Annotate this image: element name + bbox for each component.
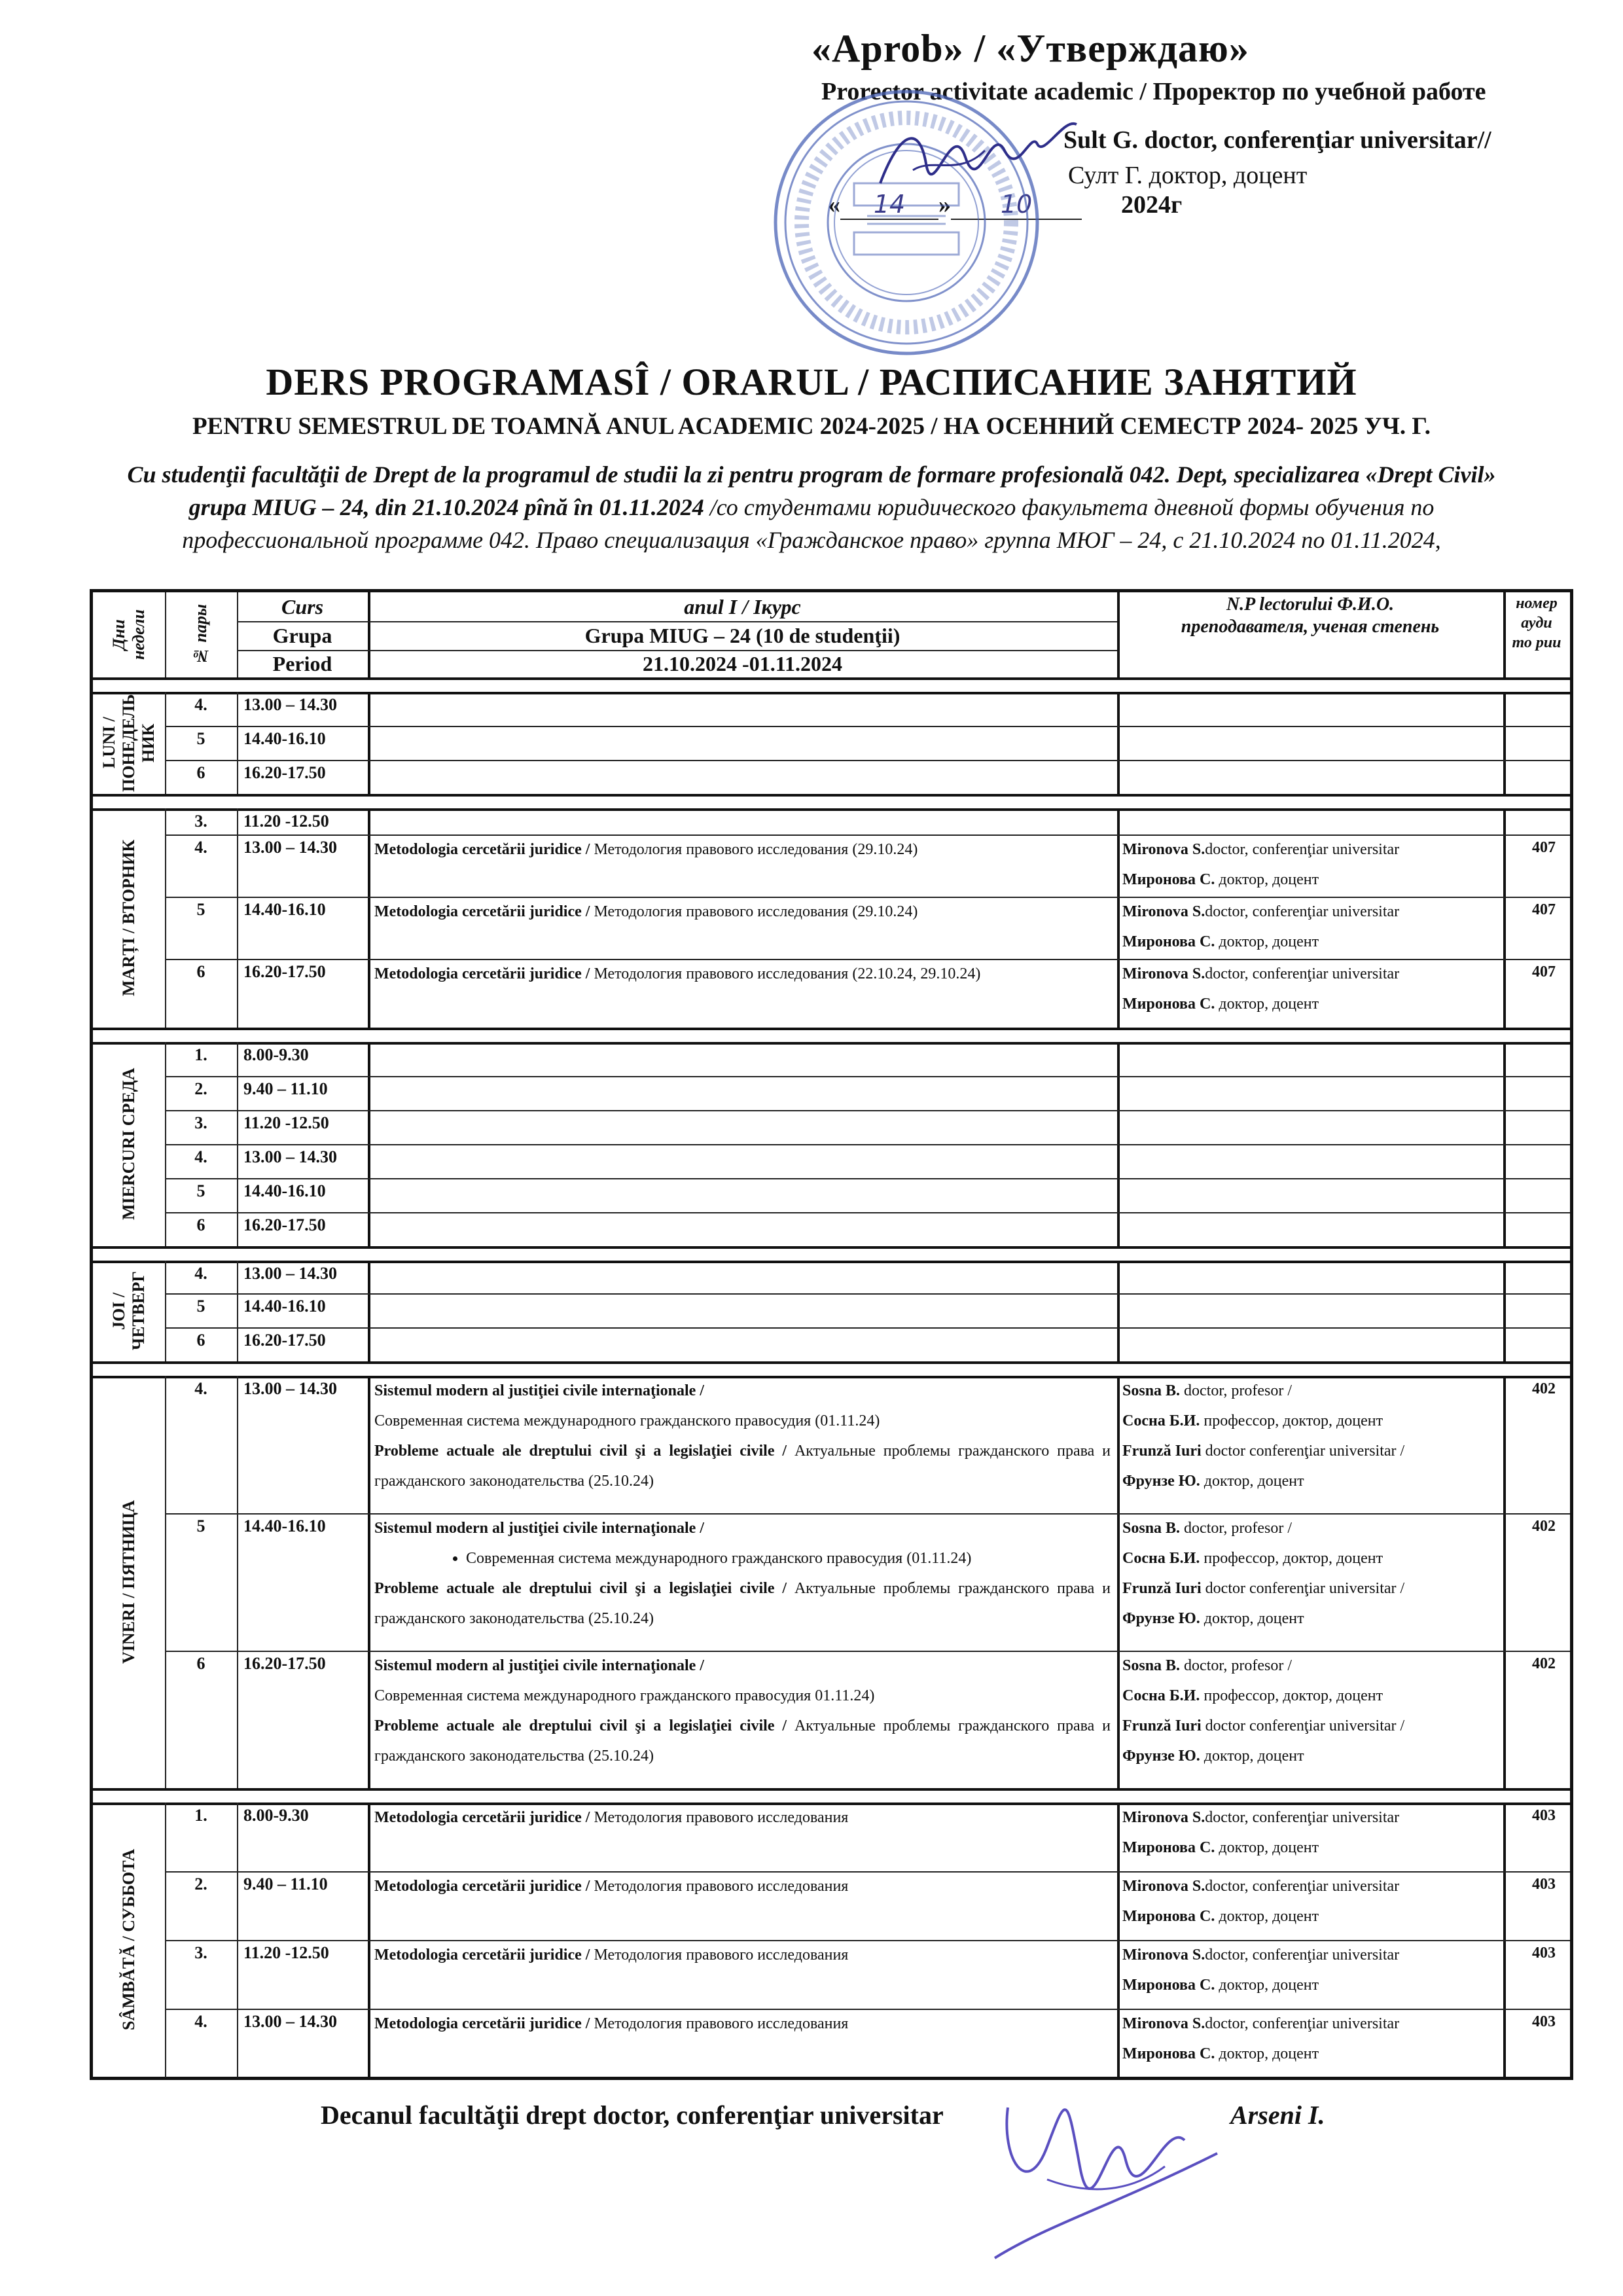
lecturer-name: Frunză Iuri <box>1122 1580 1202 1597</box>
pair-time: 9.40 – 11.10 <box>243 1874 328 1893</box>
pair-number: 1. <box>194 1806 207 1825</box>
dean-signature-icon <box>969 2068 1230 2265</box>
approval-title: «Aprob» / «Утверждаю» <box>812 27 1249 70</box>
pair-number: 6 <box>196 962 205 981</box>
subject-a-ru: Современная система международного гражданского правосудия (01.11.24) <box>374 1412 880 1429</box>
subject-cell <box>368 959 1117 989</box>
table-hline <box>93 1246 1570 1249</box>
table-vline <box>1503 692 1506 794</box>
pair-number: 3. <box>194 1943 207 1962</box>
pair-time: 16.20-17.50 <box>243 1654 326 1673</box>
subject-ru: Методология правового исследования <box>590 1809 849 1826</box>
subject-a-ro: Sistemul modern al justiţiei civile internaţionale / <box>374 1520 704 1537</box>
intro-line3: профессиональной программе 042. Право специализация «Гражданское право» группа МЮГ – 24, с 21.10.2024 по 01.11.2024, <box>182 527 1441 553</box>
day-label-3: JOI / ЧЕТВЕРГ <box>109 1271 148 1351</box>
subject-cell <box>368 897 1117 927</box>
subject-a-ro: Sistemul modern al justiţiei civile internaţionale / <box>374 1382 704 1399</box>
header-room: номер ауди то рии <box>1512 595 1561 651</box>
pair-time: 8.00-9.30 <box>243 1045 309 1064</box>
lecturer-degree: доктор, доцент <box>1215 933 1319 950</box>
header-period: Period <box>272 652 332 675</box>
table-hline <box>165 1178 1570 1179</box>
lecturer-degree: доктор, доцент <box>1215 1839 1319 1856</box>
subject-ro: Metodologia cercetării juridice / <box>374 2015 590 2032</box>
table-hline <box>93 1028 1570 1030</box>
subject-a-ro: Sistemul modern al justiţiei civile internaţionale / <box>374 1657 704 1674</box>
lecturer-name: Mironova S. <box>1122 841 1205 858</box>
table-hline <box>93 1788 1570 1791</box>
table-hline <box>165 726 1570 727</box>
lecturer-cell <box>1117 1871 1503 1931</box>
dean-role: Decanul facultăţii drept doctor, conferenţiar universitar <box>321 2100 944 2130</box>
subject-ro: Metodologia cercetării juridice / <box>374 1878 590 1895</box>
lecturer-degree: doctor, conferenţiar universitar <box>1205 903 1400 920</box>
header-pair-number: № пары <box>191 604 210 666</box>
room-number: 403 <box>1532 2013 1556 2030</box>
dean-name: Arseni I. <box>1230 2100 1325 2130</box>
lecturer-degree: doctor, conferenţiar universitar <box>1205 841 1400 858</box>
pair-number: 4. <box>194 695 207 714</box>
subject-ro: Metodologia cercetării juridice / <box>374 1809 590 1826</box>
subject-cell <box>368 1871 1117 1901</box>
room-number: 402 <box>1532 1380 1556 1397</box>
room-number: 403 <box>1532 1945 1556 1962</box>
intro-line2-bold: grupa MIUG – 24, din 21.10.2024 pînă în 01.11.2024 <box>188 494 704 520</box>
date-day: 14 <box>840 190 938 220</box>
pair-number: 2. <box>194 1874 207 1893</box>
room-number: 407 <box>1532 963 1556 980</box>
pair-number: 4. <box>194 1147 207 1166</box>
table-vline <box>368 692 370 794</box>
lecturer-name: Sosna B. <box>1122 1382 1181 1399</box>
day-label-4: VINERI / ПЯТНИЦА <box>119 1500 138 1664</box>
subject-cell <box>368 1651 1117 1771</box>
room-number: 407 <box>1532 901 1556 918</box>
lecturer-degree: doctor, conferenţiar universitar <box>1205 2015 1400 2032</box>
lecturer-name: Миронова С. <box>1122 1908 1215 1925</box>
header-group: Grupa MIUG – 24 (10 de studenţii) <box>584 624 901 647</box>
lecturer-name: Миронова С. <box>1122 933 1215 950</box>
header-lecturer: N.P lectorului Ф.И.О. преподавателя, ученая степень <box>1181 594 1440 637</box>
subject-ru: Методология правового исследования (29.10.24) <box>590 903 918 920</box>
lecturer-degree: доктор, доцент <box>1215 996 1319 1013</box>
lecturer-degree: doctor, conferenţiar universitar <box>1205 1878 1400 1895</box>
lecturer-name: Mironova S. <box>1122 2015 1205 2032</box>
pair-number: 3. <box>194 1113 207 1132</box>
document-title: DERS PROGRAMASÎ / ORARUL / РАСПИСАНИЕ ЗАНЯТИЙ <box>266 361 1357 403</box>
lecturer-name: Фрунзе Ю. <box>1122 1473 1200 1490</box>
lecturer-name: Миронова С. <box>1122 2045 1215 2062</box>
subject-ro: Metodologia cercetării juridice / <box>374 965 590 982</box>
lecturer-name: Миронова С. <box>1122 996 1215 1013</box>
room-number: 402 <box>1532 1518 1556 1535</box>
lecturer-name: Миронова С. <box>1122 871 1215 888</box>
pair-time: 16.20-17.50 <box>243 962 326 981</box>
subject-ro: Metodologia cercetării juridice / <box>374 903 590 920</box>
lecturer-cell <box>1117 1803 1503 1863</box>
subject-a-ru: • Современная система международного гражданского правосудия (01.11.24) <box>466 1543 1111 1573</box>
lecturer-name: Сосна Б.И. <box>1122 1412 1200 1429</box>
table-hline <box>93 1361 1570 1364</box>
pair-number: 3. <box>194 812 207 831</box>
pair-time: 11.20 -12.50 <box>243 1943 329 1962</box>
pair-time: 16.20-17.50 <box>243 763 326 782</box>
pair-time: 11.20 -12.50 <box>243 812 329 831</box>
pair-time: 13.00 – 14.30 <box>243 1379 337 1398</box>
lecturer-name: Миронова С. <box>1122 1839 1215 1856</box>
room-number: 407 <box>1532 839 1556 856</box>
lecturer-degree: доктор, доцент <box>1200 1473 1304 1490</box>
pair-number: 4. <box>194 2012 207 2031</box>
lecturer-degree: доктор, доцент <box>1215 871 1319 888</box>
pair-time: 8.00-9.30 <box>243 1806 309 1825</box>
lecturer-name: Mironova S. <box>1122 903 1205 920</box>
pair-time: 14.40-16.10 <box>243 1516 326 1535</box>
pair-number: 2. <box>194 1079 207 1098</box>
subject-ro: Metodologia cercetării juridice / <box>374 841 590 858</box>
pair-number: 5 <box>196 1297 205 1316</box>
approval-name-ro: Sult G. doctor, conferenţiar universitar// <box>1063 126 1491 154</box>
table-vline <box>1503 1376 1506 1788</box>
pair-number: 4. <box>194 1264 207 1283</box>
lecturer-degree: доктор, доцент <box>1200 1610 1304 1627</box>
subject-cell <box>368 1376 1117 1496</box>
pair-time: 13.00 – 14.30 <box>243 1147 337 1166</box>
subject-b-ro: Probleme actuale ale dreptului civil şi a legislaţiei civile / <box>374 1580 787 1597</box>
lecturer-name: Sosna B. <box>1122 1520 1181 1537</box>
subject-b-ru: Актуальные проблемы гражданского права и гражданского законодательства (25.10.24) <box>374 1580 1111 1627</box>
approval-signature-icon <box>874 105 1083 209</box>
table-vline <box>1117 1261 1120 1361</box>
lecturer-degree: doctor, conferenţiar universitar <box>1205 965 1400 982</box>
date-close-quote: » <box>938 191 951 219</box>
lecturer-degree: doctor, conferenţiar universitar <box>1205 1809 1400 1826</box>
lecturer-degree: doctor conferenţiar universitar / <box>1201 1443 1405 1460</box>
subject-b-ro: Probleme actuale ale dreptului civil şi a legislaţiei civile / <box>374 1443 787 1460</box>
day-label-1: MARȚI / ВТОРНИК <box>119 839 138 997</box>
pair-time: 9.40 – 11.10 <box>243 1079 328 1098</box>
lecturer-name: Фрунзе Ю. <box>1122 1610 1200 1627</box>
pair-number: 5 <box>196 900 205 919</box>
lecturer-degree: doctor, profesor / <box>1180 1657 1293 1674</box>
pair-number: 6 <box>196 1654 205 1673</box>
table-hline <box>165 1110 1570 1111</box>
day-label-5: SÂMBĂTĂ / СУББОТА <box>119 1849 138 2031</box>
lecturer-degree: профессор, доктор, доцент <box>1200 1550 1383 1567</box>
header-grupa: Grupa <box>272 624 332 647</box>
pair-time: 14.40-16.10 <box>243 729 326 748</box>
pair-time: 13.00 – 14.30 <box>243 838 337 857</box>
table-hline <box>93 794 1570 797</box>
pair-time: 16.20-17.50 <box>243 1215 326 1234</box>
table-vline <box>1117 692 1120 794</box>
header-dates: 21.10.2024 -01.11.2024 <box>643 652 842 675</box>
date-open-quote: « <box>828 191 840 219</box>
date-month: 10 <box>951 190 1082 220</box>
lecturer-name: Mironova S. <box>1122 1809 1205 1826</box>
pair-time: 13.00 – 14.30 <box>243 2012 337 2031</box>
subject-a-ru: Современная система международного гражданского правосудия 01.11.24) <box>374 1687 875 1704</box>
lecturer-name: Mironova S. <box>1122 1878 1205 1895</box>
pair-time: 16.20-17.50 <box>243 1331 326 1350</box>
pair-number: 1. <box>194 1045 207 1064</box>
room-number: 402 <box>1532 1655 1556 1672</box>
lecturer-name: Фрунзе Ю. <box>1122 1748 1200 1765</box>
subject-ru: Методология правового исследования <box>590 1878 849 1895</box>
lecturer-degree: doctor conferenţiar universitar / <box>1201 1580 1405 1597</box>
table-hline <box>165 1293 1570 1295</box>
lecturer-degree: доктор, доцент <box>1200 1748 1304 1765</box>
table-vline <box>237 1376 238 1788</box>
pair-time: 13.00 – 14.30 <box>243 695 337 714</box>
pair-time: 14.40-16.10 <box>243 1297 326 1316</box>
document-subtitle: PENTRU SEMESTRUL DE TOAMNĂ ANUL ACADEMIC 2024-2025 / НА ОСЕННИЙ СЕМЕСТР 2024- 2025 УЧ. Г. <box>192 413 1431 440</box>
table-hline <box>165 1327 1570 1329</box>
table-hline <box>93 2077 1570 2080</box>
table-hline <box>93 677 1570 680</box>
room-number: 403 <box>1532 1876 1556 1893</box>
table-hline <box>165 1144 1570 1145</box>
day-label-2: MIERCURI СРЕДА <box>119 1067 138 1221</box>
lecturer-cell <box>1117 1940 1503 2000</box>
subject-cell <box>368 1513 1117 1634</box>
lecturer-degree: doctor, profesor / <box>1180 1382 1293 1399</box>
pair-number: 5 <box>196 1516 205 1535</box>
lecturer-cell <box>1117 1376 1503 1496</box>
lecturer-name: Сосна Б.И. <box>1122 1550 1200 1567</box>
subject-b-ru: Актуальные проблемы гражданского права и гражданского законодательства (25.10.24) <box>374 1443 1111 1490</box>
approval-role: Prorector activitate academic / Проректор по учебной работе <box>821 78 1486 105</box>
pair-time: 13.00 – 14.30 <box>243 1264 337 1283</box>
day-label-0: LUNI / ПОНЕДЕЛЬ НИК <box>99 694 158 792</box>
room-number: 403 <box>1532 1807 1556 1824</box>
lecturer-cell <box>1117 1651 1503 1771</box>
lecturer-cell <box>1117 897 1503 957</box>
pair-time: 14.40-16.10 <box>243 900 326 919</box>
lecturer-degree: doctor, profesor / <box>1180 1520 1293 1537</box>
subject-ru: Методология правового исследования (22.10.24, 29.10.24) <box>590 965 981 982</box>
table-hline <box>165 1212 1570 1213</box>
pair-number: 4. <box>194 1379 207 1398</box>
lecturer-degree: профессор, доктор, доцент <box>1200 1412 1383 1429</box>
pair-number: 5 <box>196 1181 205 1200</box>
subject-b-ro: Probleme actuale ale dreptului civil şi a legislaţiei civile / <box>374 1717 787 1734</box>
approval-name-ru: Султ Г. доктор, доцент <box>1068 162 1308 189</box>
subject-cell <box>368 2009 1117 2039</box>
lecturer-degree: doctor, conferenţiar universitar <box>1205 1946 1400 1964</box>
pair-number: 6 <box>196 1215 205 1234</box>
lecturer-name: Mironova S. <box>1122 965 1205 982</box>
date-year: 2024г <box>1121 191 1183 219</box>
pair-number: 4. <box>194 838 207 857</box>
pair-number: 5 <box>196 729 205 748</box>
intro-line2-rest: /со студентами юридического факультета дневной формы обучения по <box>704 494 1435 520</box>
table-hline <box>165 760 1570 761</box>
subject-b-ru: Актуальные проблемы гражданского права и гражданского законодательства (25.10.24) <box>374 1717 1111 1765</box>
schedule-table <box>90 589 1573 2080</box>
lecturer-name: Миронова С. <box>1122 1977 1215 1994</box>
subject-ru: Методология правового исследования (29.10.24) <box>590 841 918 858</box>
header-course: anul I / Iкурс <box>684 595 801 619</box>
table-vline <box>165 1376 166 1788</box>
lecturer-cell <box>1117 1513 1503 1634</box>
pair-time: 11.20 -12.50 <box>243 1113 329 1132</box>
lecturer-name: Sosna B. <box>1122 1657 1181 1674</box>
lecturer-name: Mironova S. <box>1122 1946 1205 1964</box>
lecturer-name: Frunză Iuri <box>1122 1443 1202 1460</box>
lecturer-degree: доктор, доцент <box>1215 1908 1319 1925</box>
document-intro <box>79 458 1544 556</box>
lecturer-name: Сосна Б.И. <box>1122 1687 1200 1704</box>
lecturer-degree: доктор, доцент <box>1215 2045 1319 2062</box>
pair-number: 6 <box>196 1331 205 1350</box>
subject-ro: Metodologia cercetării juridice / <box>374 1946 590 1964</box>
intro-line1: Cu studenţii facultăţii de Drept de la programul de studii la zi pentru program de formare profesională 042. Dept, specializarea «Drept Civil» <box>127 461 1496 488</box>
subject-ru: Методология правового исследования <box>590 1946 849 1964</box>
subject-ru: Методология правового исследования <box>590 2015 849 2032</box>
pair-time: 14.40-16.10 <box>243 1181 326 1200</box>
header-curs: Curs <box>281 595 324 619</box>
table-hline <box>165 1076 1570 1077</box>
subject-cell <box>368 1940 1117 1970</box>
subject-cell <box>368 834 1117 865</box>
lecturer-cell <box>1117 959 1503 1019</box>
lecturer-cell <box>1117 834 1503 895</box>
lecturer-cell <box>1117 2009 1503 2069</box>
table-vline <box>1503 1261 1506 1361</box>
header-days: Дни недели <box>109 609 148 660</box>
lecturer-name: Frunză Iuri <box>1122 1717 1202 1734</box>
subject-cell <box>368 1803 1117 1833</box>
lecturer-degree: профессор, доктор, доцент <box>1200 1687 1383 1704</box>
lecturer-degree: доктор, доцент <box>1215 1977 1319 1994</box>
lecturer-degree: doctor conferenţiar universitar / <box>1201 1717 1405 1734</box>
pair-number: 6 <box>196 763 205 782</box>
table-vline <box>368 1261 370 1361</box>
